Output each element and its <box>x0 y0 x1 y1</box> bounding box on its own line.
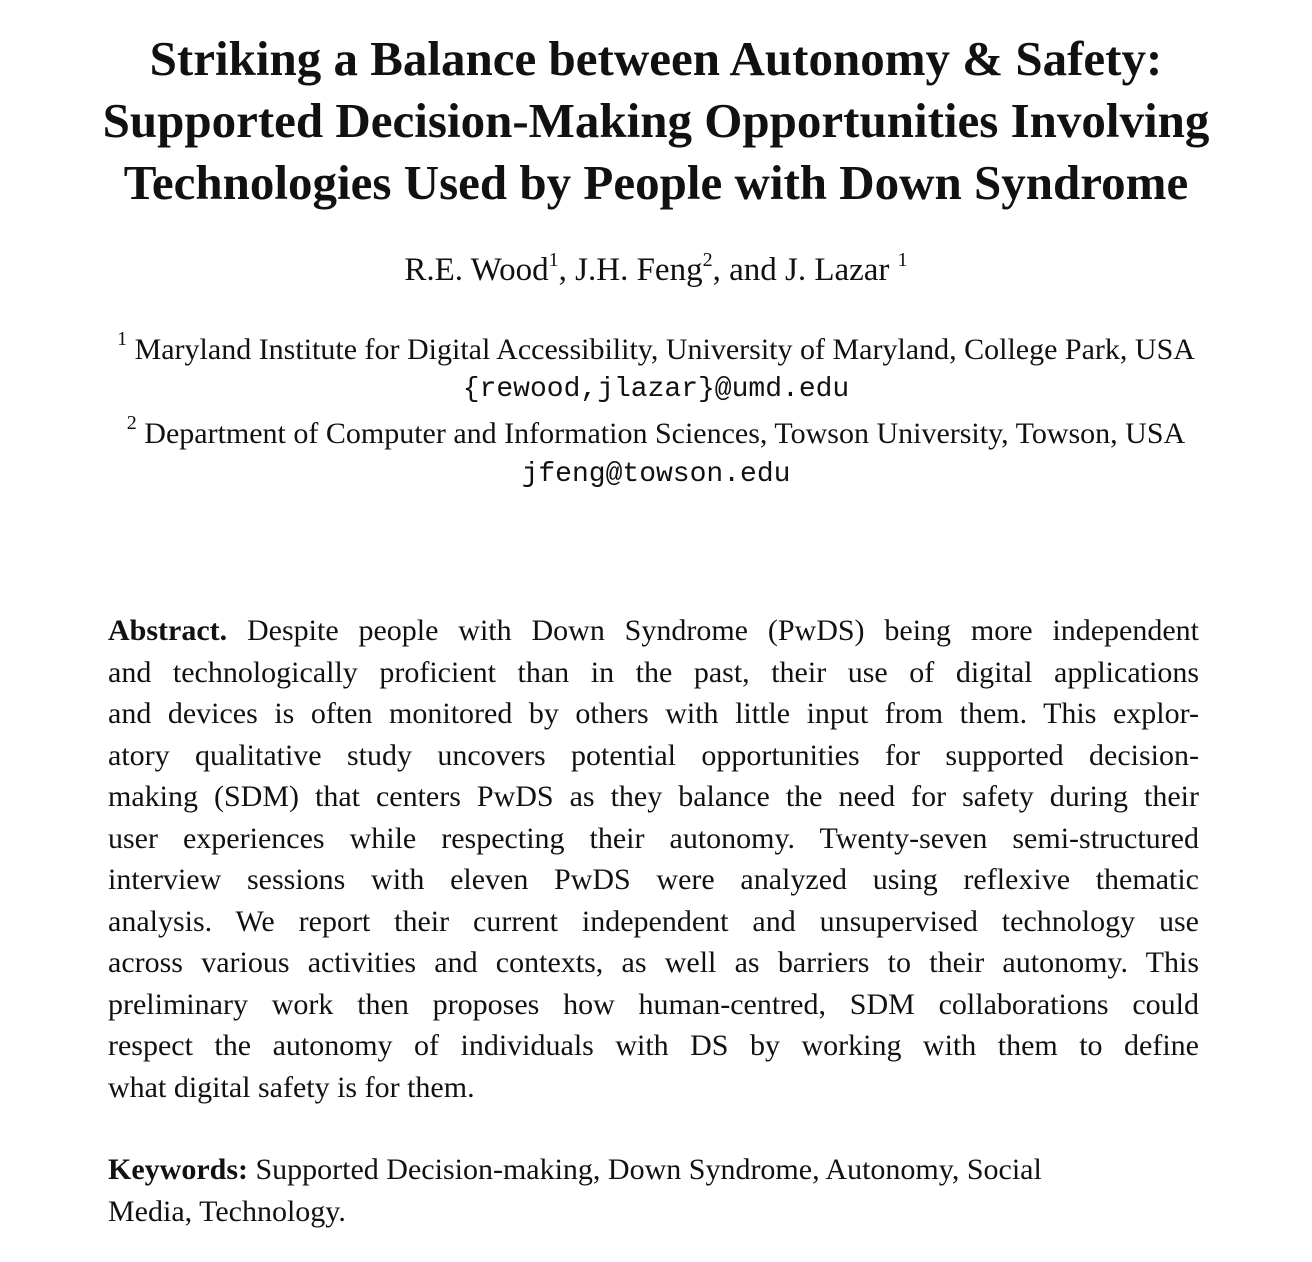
affiliation-1-email: {rewood,jlazar}@umd.edu <box>462 374 850 405</box>
abstract-line: analysis. We report their current independent and unsupervised technology use <box>108 904 1199 938</box>
abstract-line: and technologically proficient than in the past, their use of digital applications <box>108 655 1199 689</box>
affiliation-2-email: jfeng@towson.edu <box>521 459 791 490</box>
author-list <box>0 249 1312 291</box>
keywords-label: Keywords: <box>108 1153 248 1186</box>
abstract-line: respect the autonomy of individuals with DS by working with them to define <box>108 1029 1199 1062</box>
title-line: Technologies Used by People with Down Syndrome <box>123 155 1189 210</box>
affiliation-marker: 2 <box>702 249 713 271</box>
abstract-line: preliminary work then proposes how human-centred, SDM collaborations could <box>108 987 1199 1021</box>
author-separator: , <box>558 252 576 288</box>
abstract-line: user experiences while respecting their autonomy. Twenty-seven semi-structured <box>108 821 1199 855</box>
author-separator: , and <box>712 252 785 288</box>
author-name: J.H. Feng <box>575 252 703 288</box>
affiliation-2 <box>0 414 1312 454</box>
abstract <box>108 610 1199 1108</box>
keywords <box>108 1149 1199 1232</box>
affiliation-text: Maryland Institute for Digital Accessibility, University of Maryland, College Park, USA <box>134 333 1195 366</box>
keywords-line: Media, Technology. <box>108 1194 346 1228</box>
abstract-line: interview sessions with eleven PwDS were analyzed using reflexive thematic <box>108 863 1199 896</box>
abstract-line: what digital safety is for them. <box>108 1070 475 1104</box>
affiliation-text: Department of Computer and Information Sciences, Towson University, Towson, USA <box>144 417 1186 450</box>
title-line: Striking a Balance between Autonomy & Safety: <box>149 31 1163 86</box>
abstract-line: making (SDM) that centers PwDS as they balance the need for safety during their <box>108 780 1199 813</box>
affiliation-marker: 1 <box>897 249 908 271</box>
paper-title <box>0 28 1312 214</box>
affiliation-marker: 2 <box>126 412 137 434</box>
title-line: Supported Decision-Making Opportunities Involving <box>102 93 1210 148</box>
affiliation-marker: 1 <box>117 328 128 350</box>
abstract-text: Despite people with Down Syndrome (PwDS) being more independent <box>227 614 1199 647</box>
author-name: R.E. Wood <box>404 252 549 288</box>
affiliation-1 <box>0 330 1312 370</box>
author-name: J. Lazar <box>784 252 890 288</box>
keywords-text: Supported Decision-making, Down Syndrome, Autonomy, Social <box>247 1153 1042 1186</box>
abstract-label: Abstract. <box>108 614 228 647</box>
abstract-line: and devices is often monitored by others with little input from them. This explor- <box>108 697 1199 730</box>
affiliation-marker: 1 <box>548 249 559 271</box>
abstract-line <box>108 610 1199 652</box>
keywords-line <box>108 1149 1199 1191</box>
abstract-line: across various activities and contexts, as well as barriers to their autonomy. This <box>108 946 1199 979</box>
abstract-line: atory qualitative study uncovers potential opportunities for supported decision- <box>108 738 1199 772</box>
